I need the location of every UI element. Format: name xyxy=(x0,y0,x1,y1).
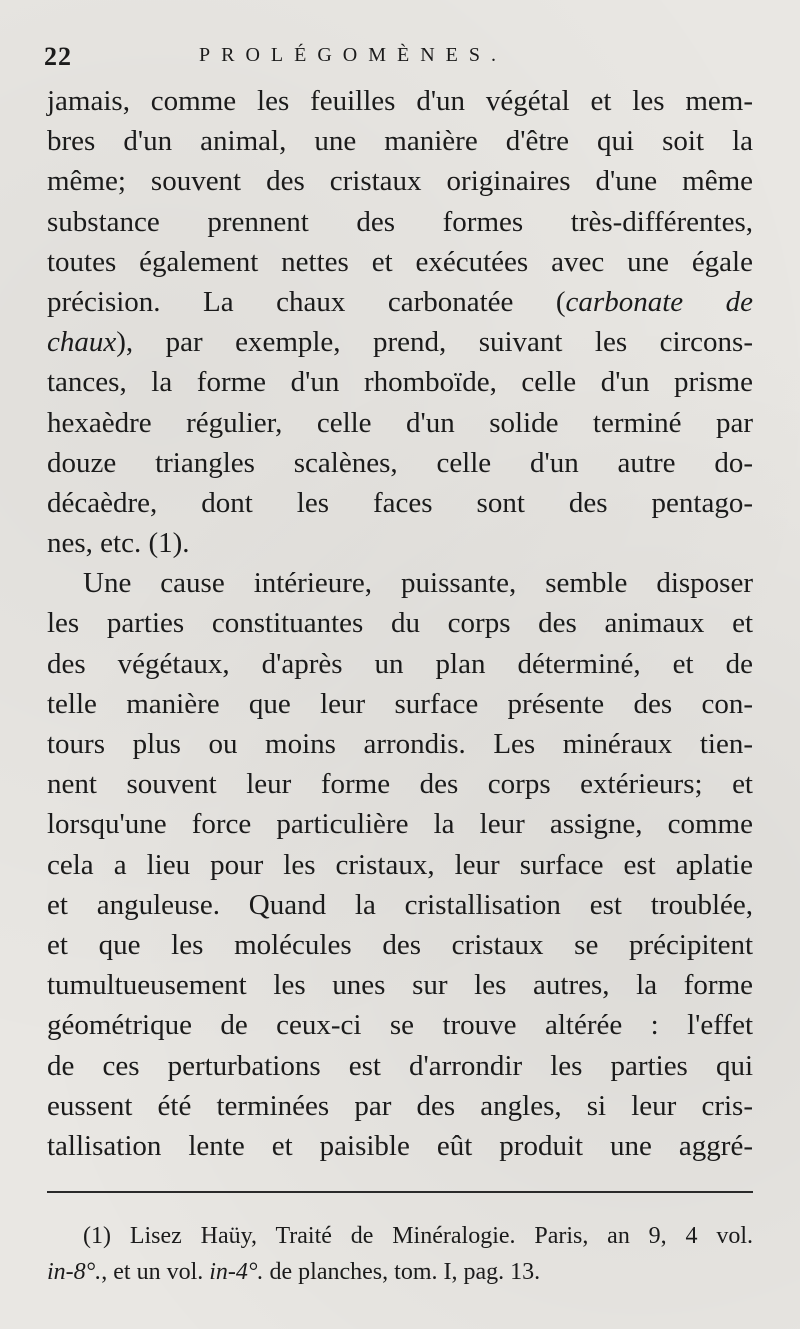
text-line: lorsqu'une force particulière la leur assigne, comme xyxy=(47,808,753,841)
text-segment: , et un vol. xyxy=(101,1259,210,1285)
text-line: géométrique de ceux-ci se trouve altérée : l'effet xyxy=(47,1009,753,1042)
text-line: bres d'un animal, une manière d'être qui soit la xyxy=(47,125,753,158)
text-line: et que les molécules des cristaux se précipitent xyxy=(47,928,753,961)
text-line: des végétaux, d'après un plan déterminé, et de xyxy=(47,647,753,680)
text-line: tours plus ou moins arrondis. Les minéraux tien- xyxy=(47,728,753,760)
italic-format: in-4°. xyxy=(209,1259,264,1285)
text-segment: précision. La chaux carbonatée ( xyxy=(47,285,566,318)
footnote-divider xyxy=(47,1191,753,1193)
text-line: décaèdre, dont les faces sont des pentago- xyxy=(47,486,753,519)
text-line: douze triangles scalènes, celle d'un autre do- xyxy=(47,446,753,479)
text-line: telle manière que leur surface présente des con- xyxy=(47,687,753,720)
text-line: tallisation lente et paisible eût produit une aggré- xyxy=(47,1129,753,1162)
text-line: nes, etc. (1). xyxy=(47,527,190,560)
text-line-mixed xyxy=(47,322,753,362)
paragraph-start-line: Une cause intérieure, puissante, semble disposer xyxy=(83,567,753,600)
body-text xyxy=(47,81,753,1166)
text-line: les parties constituantes du corps des animaux et xyxy=(47,607,753,640)
text-line: substance prennent des formes très-différentes, xyxy=(47,205,753,238)
text-line: même; souvent des cristaux originaires d'une même xyxy=(47,165,753,198)
italic-term: chaux xyxy=(47,326,117,359)
italic-format: in-8°. xyxy=(47,1259,102,1285)
text-segment: de planches, tom. I, pag. 13. xyxy=(263,1259,541,1285)
text-line-mixed xyxy=(47,282,753,322)
text-line: nent souvent leur forme des corps extérieurs; et xyxy=(47,768,753,801)
text-line: toutes également nettes et exécutées avec une égale xyxy=(47,245,753,278)
footnote-line-mixed xyxy=(47,1254,753,1290)
text-line: tumultueusement les unes sur les autres, la forme xyxy=(47,969,753,1002)
running-head: PROLÉGOMÈNES. xyxy=(199,44,508,66)
italic-term: carbonate de xyxy=(565,285,753,318)
page-header xyxy=(44,38,770,74)
page-number: 22 xyxy=(44,42,72,71)
text-line: tances, la forme d'un rhomboïde, celle d'un prisme xyxy=(47,366,753,399)
footnote xyxy=(47,1218,753,1290)
text-line: de ces perturbations est d'arrondir les parties qui xyxy=(47,1049,753,1082)
text-line: eussent été terminées par des angles, si leur cris- xyxy=(47,1089,753,1122)
text-line: jamais, comme les feuilles d'un végétal et les mem- xyxy=(47,85,753,117)
text-segment: ), par exemple, prend, suivant les circons- xyxy=(116,326,753,359)
text-line: et anguleuse. Quand la cristallisation est troublée, xyxy=(47,888,753,921)
text-line: cela a lieu pour les cristaux, leur surface est aplatie xyxy=(47,848,753,881)
footnote-line: (1) Lisez Haüy, Traité de Minéralogie. Paris, an 9, 4 vol. xyxy=(83,1223,753,1249)
text-line: hexaèdre régulier, celle d'un solide terminé par xyxy=(47,406,753,439)
